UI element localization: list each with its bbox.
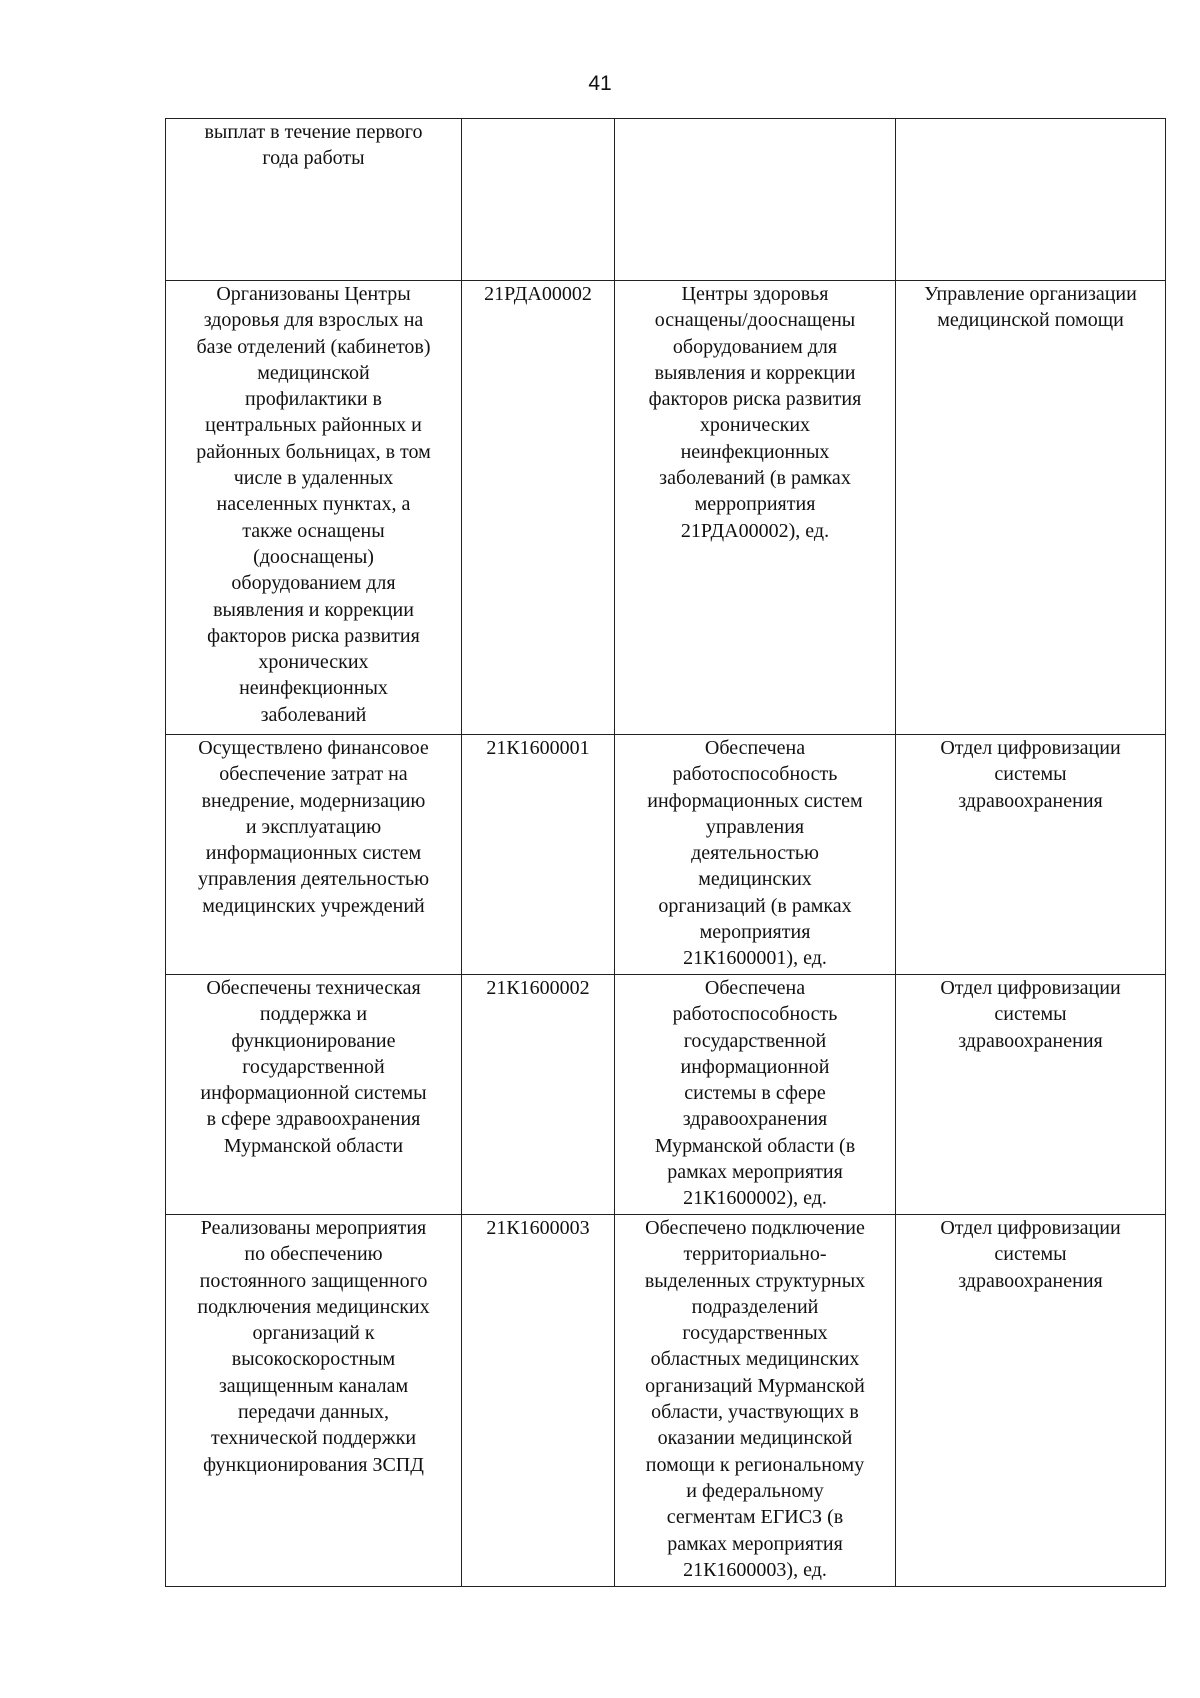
result-cell	[166, 1215, 462, 1587]
page-number: 41	[588, 72, 612, 95]
table-row	[166, 1215, 1166, 1587]
code-text: 21К1600003	[486, 1217, 590, 1239]
code-cell	[462, 119, 615, 281]
indicator-cell	[615, 1215, 896, 1587]
responsible-cell	[896, 281, 1166, 735]
result-text: Реализованы мероприятия по обеспечению постоянного защищенного подключения медицинских организаций к высокоскоростным защищенным каналам передачи данных, технической поддержки функционирования ЗСПД	[197, 1217, 430, 1476]
indicator-text: Обеспечена работоспособность информационных систем управления деятельностью медицинских организаций (в рамках мероприятия 21К1600001), ед.	[647, 737, 863, 970]
indicator-text: Центры здоровья оснащены/дооснащены оборудованием для выявления и коррекции факторов риска развития хронических неинфекционных заболеваний (в рамках мерроприятия 21РДА00002), ед.	[648, 283, 862, 542]
indicator-cell	[615, 975, 896, 1215]
code-cell	[462, 975, 615, 1215]
indicator-text: Обеспечено подключение территориально- выделенных структурных подразделений государственных областных медицинских организаций Мурманской области, участвующих в оказании медицинской помощи к региональному и федеральному сегментам ЕГИСЗ (в рамках мероприятия 21К1600003), ед.	[644, 1217, 866, 1581]
responsible-cell	[896, 1215, 1166, 1587]
responsible-text: Отдел цифровизации системы здравоохранения	[940, 977, 1121, 1052]
indicator-cell	[615, 281, 896, 735]
table-row	[166, 975, 1166, 1215]
responsible-text: Отдел цифровизации системы здравоохранения	[940, 737, 1121, 812]
code-text: 21К1600002	[486, 977, 590, 999]
result-cell	[166, 735, 462, 975]
result-cell	[166, 119, 462, 281]
table-row	[166, 119, 1166, 281]
code-text: 21К1600001	[486, 737, 590, 759]
activities-table	[165, 118, 1166, 1587]
responsible-cell	[896, 735, 1166, 975]
indicator-text: Обеспечена работоспособность государственной информационной системы в сфере здравоохранения Мурманской области (в рамках мероприятия 21К1600002), ед.	[654, 977, 856, 1210]
responsible-text: Отдел цифровизации системы здравоохранения	[940, 1217, 1121, 1292]
code-text: 21РДА00002	[484, 283, 592, 305]
result-text: Обеспечены техническая поддержка и функционирование государственной информационной системы в сфере здравоохранения Мурманской области	[200, 977, 427, 1157]
code-cell	[462, 735, 615, 975]
table-row	[166, 735, 1166, 975]
indicator-cell	[615, 119, 896, 281]
code-cell	[462, 1215, 615, 1587]
result-cell	[166, 975, 462, 1215]
responsible-cell	[896, 975, 1166, 1215]
responsible-cell	[896, 119, 1166, 281]
result-text: Организованы Центры здоровья для взрослых на базе отделений (кабинетов) медицинской профилактики в центральных районных и районных больницах, в том числе в удаленных населенных пунктах, а также оснащены (дооснащены) оборудованием для выявления и коррекции факторов риска развития хронических неинфекционных заболеваний	[196, 283, 431, 726]
table-row	[166, 281, 1166, 735]
responsible-text: Управление организации медицинской помощи	[924, 283, 1137, 332]
result-cell	[166, 281, 462, 735]
result-text: Осуществлено финансовое обеспечение затрат на внедрение, модернизацию и эксплуатацию информационных систем управления деятельностью медицинских учреждений	[197, 737, 430, 917]
indicator-cell	[615, 735, 896, 975]
code-cell	[462, 281, 615, 735]
result-text: выплат в течение первого года работы	[204, 121, 423, 170]
